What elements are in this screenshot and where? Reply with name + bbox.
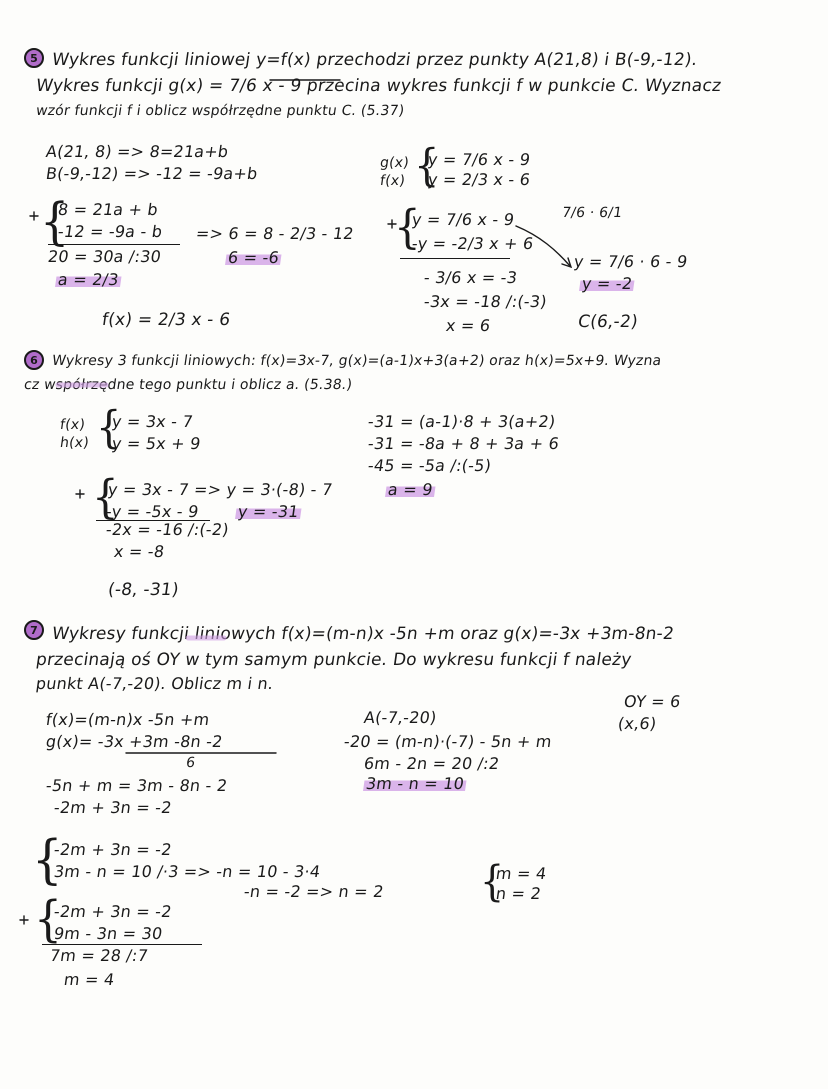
p7-system-1-eq-1: -2m + 3n = -2 [52,840,173,859]
p6-a-step-3: -45 = -5a /:(-5) [366,456,493,475]
p7-system-2-brace: { [34,891,62,948]
p6-intersection-point: (-8, -31) [106,580,181,600]
p5-b-calculation: => 6 = 8 - 2/3 - 12 [194,224,356,243]
p6-fh-brace: { [96,402,122,454]
problem-7-text-line-1: Wykresy funkcji liniowych f(x)=(m-n)x -5n +m oraz g(x)=-3x +3m-8n-2 [50,624,676,644]
p5-y-value: y = -2 [580,274,634,293]
p5-system-eq-2: -12 = -9a - b [56,222,164,241]
p7-system-2-eq-1: -2m + 3n = -2 [52,902,173,921]
p5-f-label: f(x) [378,173,407,189]
problem-6-text-line-2: cz współrzędne tego punktu i oblicz a. (5.38.) [22,377,354,393]
p6-x-step: -2x = -16 /:(-2) [104,520,231,539]
problem-7-number-badge: 7 [24,620,44,640]
p5-g-label: g(x) [378,155,411,171]
problem-5-text-line-2: Wykres funkcji g(x) = 7/6 x - 9 przecina wykres funkcji f w punkcie C. Wyznacz [34,76,723,96]
p6-a-value: a = 9 [386,480,434,499]
p5-point-c: C(6,-2) [576,312,640,332]
p5-a-value: a = 2/3 [56,270,120,289]
p6-a-step-1: -31 = (a-1)·8 + 3(a+2) [366,412,557,431]
p7-a-step-1: -20 = (m-n)·(-7) - 5n + m [342,732,554,751]
p5-side-calc-2: y = 7/6 · 6 - 9 [572,252,689,271]
p7-oy-point: (x,6) [616,714,658,733]
problem-7-text-line-2: przecinają oś OY w tym samym punkcie. Do wykresu funkcji f należy [34,650,633,670]
p7-n-value: -n = -2 => n = 2 [242,882,385,901]
p7-function-g: g(x)= -3x +3m -8n -2 [44,732,224,751]
p5-point-a-equation: A(21, 8) => 8=21a+b [44,142,230,161]
p7-system-2-eq-2: 9m - 3n = 30 [52,924,164,943]
p6-a-step-2: -31 = -8a + 8 + 3a + 6 [366,434,561,453]
p6-subtract-eq-2: -y = -5x - 9 [104,502,200,521]
problem-6-number-badge: 6 [24,350,44,370]
p5-sum-result: 20 = 30a /:30 [46,247,163,266]
p5-plus-sign [30,212,38,220]
problem-5-text-line-3: wzór funkcji f i oblicz współrzędne punktu C. (5.37) [34,103,406,119]
p5-arrow-shaft [516,226,570,266]
p7-eq-2: -2m + 3n = -2 [52,798,173,817]
p5-g-equation: y = 7/6 x - 9 [426,150,532,169]
p5-subtract-result: - 3/6 x = -3 [422,268,519,287]
p7-solution-n: n = 2 [494,884,543,903]
p5-b-result: 6 = -6 [226,248,281,267]
problem-5-text-line-1: Wykres funkcji liniowej y=f(x) przechodzi przez punkty A(21,8) i B(-9,-12). [50,50,699,70]
p6-subtract-brace: { [92,469,119,524]
p6-subtract-eq-1: y = 3x - 7 => y = 3·(-8) - 7 [106,480,334,499]
problem-6-text-line-1: Wykresy 3 funkcji liniowych: f(x)=3x-7, g(x)=(a-1)x+3(a+2) oraz h(x)=5x+9. Wyzna [50,353,663,369]
p6-f-label: f(x) [58,417,87,433]
p5-f-equation: y = 2/3 x - 6 [426,170,532,189]
p5-x-step: -3x = -18 /:(-3) [422,292,549,311]
p7-plus-sign [20,916,28,924]
p5-side-calc-1: 7/6 · 6/1 [560,205,624,221]
p5-subtract-eq-2: -y = -2/3 x + 6 [410,234,535,253]
p7-a-step-2: 6m - 2n = 20 /:2 [362,754,501,773]
p7-system-1-brace: { [32,829,63,891]
p5-subtract-eq-1: y = 7/6 x - 9 [410,210,516,229]
p6-x-value: x = -8 [112,542,166,561]
p5-system-brace: { [40,191,70,251]
p6-h-label: h(x) [58,435,91,451]
p5-plus-sign-right [388,220,396,228]
p7-oy-value: OY = 6 [622,692,682,711]
p7-underline-number: 6 [184,755,197,771]
p7-a-step-3: 3m - n = 10 [364,774,466,793]
p7-system-1-eq-2: 3m - n = 10 /·3 => -n = 10 - 3·4 [52,862,322,881]
p5-gf-brace: { [414,140,440,192]
p5-subtract-brace: { [394,199,421,254]
p6-plus-sign [76,490,84,498]
problem-5-number-badge: 5 [24,48,44,68]
p5-x-value: x = 6 [444,316,492,335]
p5-point-b-equation: B(-9,-12) => -12 = -9a+b [44,164,259,183]
p6-h-equation: y = 5x + 9 [110,434,202,453]
problem-7-text-line-3: punkt A(-7,-20). Oblicz m i n. [34,674,275,693]
p7-point-a: A(-7,-20) [362,708,438,727]
p7-solution-m: m = 4 [494,864,548,883]
p6-y-value: y = -31 [236,502,300,521]
p5-system-eq-1: 8 = 21a + b [56,200,160,219]
p6-f-equation: y = 3x - 7 [110,412,195,431]
p7-solution-brace: { [480,856,505,906]
p5-function-f: f(x) = 2/3 x - 6 [100,310,232,330]
p7-sum-result: 7m = 28 /:7 [48,946,150,965]
p7-m-value: m = 4 [62,970,116,989]
p7-function-f: f(x)=(m-n)x -5n +m [44,710,211,729]
p7-eq-1: -5n + m = 3m - 8n - 2 [44,776,229,795]
